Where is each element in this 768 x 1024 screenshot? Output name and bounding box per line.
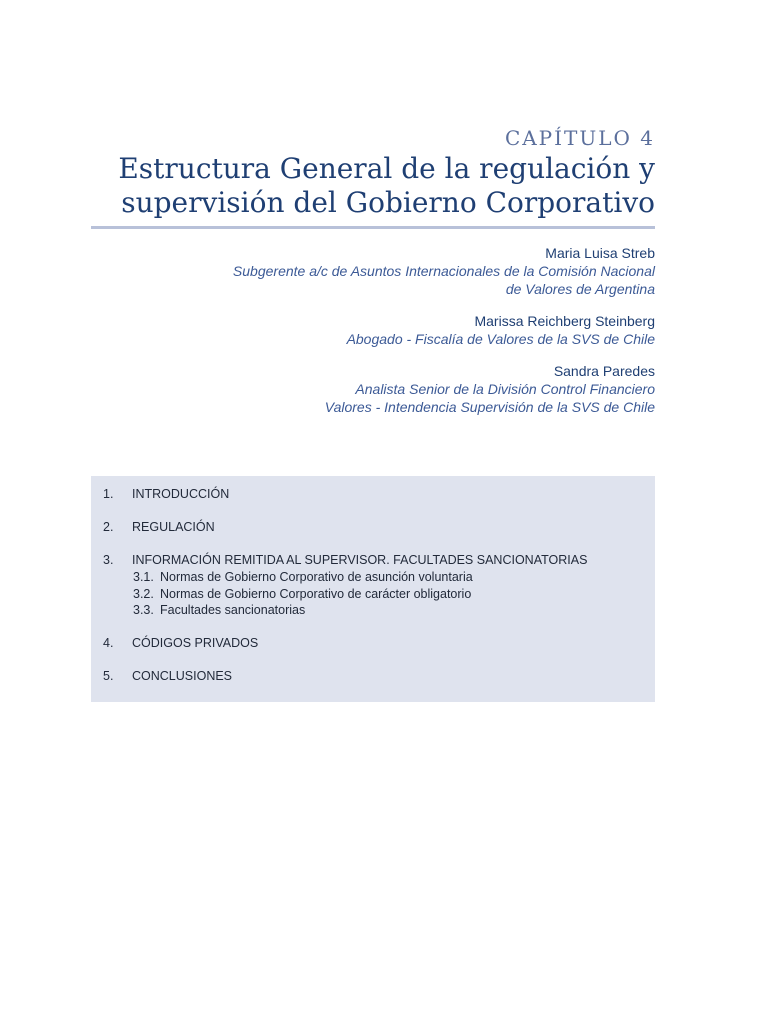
author-entry: [91, 312, 655, 348]
chapter-title-line-1: Estructura General de la regulación y: [118, 152, 655, 185]
toc-subitem[interactable]: [103, 602, 643, 619]
toc-item-label: INFORMACIÓN REMITIDA AL SUPERVISOR. FACULTADES SANCIONATORIAS: [132, 553, 588, 567]
toc-item[interactable]: [103, 635, 643, 652]
author-name: Marissa Reichberg Steinberg: [474, 313, 655, 329]
toc-subitem-number: 3.3.: [133, 603, 154, 617]
author-role: Abogado - Fiscalía de Valores de la SVS de Chile: [346, 331, 655, 347]
author-entry: [91, 244, 655, 298]
author-role: de Valores de Argentina: [505, 281, 655, 297]
toc-subitem-label: Normas de Gobierno Corporativo de asunción voluntaria: [160, 570, 473, 584]
chapter-title: [91, 152, 655, 220]
toc-item-number: 2.: [103, 520, 114, 534]
table-of-contents: [91, 476, 655, 702]
toc-subitem-label: Facultades sancionatorias: [160, 603, 306, 617]
author-role: Subgerente a/c de Asuntos Internacionales de la Comisión Nacional: [232, 263, 655, 279]
toc-item-label: INTRODUCCIÓN: [132, 487, 230, 501]
toc-item-number: 5.: [103, 668, 114, 683]
toc-subitem-number: 3.2.: [133, 586, 154, 601]
toc-item[interactable]: [103, 486, 643, 503]
toc-item[interactable]: [103, 552, 643, 569]
toc-item-label: REGULACIÓN: [132, 520, 215, 534]
toc-item-label: CONCLUSIONES: [132, 668, 233, 683]
title-divider: [91, 226, 655, 229]
author-name: Sandra Paredes: [553, 363, 655, 379]
toc-group: [103, 552, 643, 619]
author-entry: [91, 362, 655, 416]
toc-subitem[interactable]: [103, 586, 643, 603]
chapter-title-line-2: supervisión del Gobierno Corporativo: [121, 186, 655, 219]
toc-item-number: 4.: [103, 635, 114, 650]
chapter-label: CAPÍTULO 4: [504, 126, 655, 150]
toc-subitem-label: Normas de Gobierno Corporativo de carácter obligatorio: [160, 586, 472, 601]
toc-subitem-number: 3.1.: [133, 570, 154, 584]
toc-item-label: CÓDIGOS PRIVADOS: [132, 635, 259, 650]
author-role: Valores - Intendencia Supervisión de la SVS de Chile: [324, 399, 655, 415]
author-name: Maria Luisa Streb: [545, 245, 655, 261]
toc-subitem[interactable]: [103, 569, 643, 586]
author-role: Analista Senior de la División Control Financiero: [355, 381, 655, 397]
toc-item-number: 3.: [103, 553, 114, 567]
toc-item[interactable]: [103, 668, 643, 685]
toc-item[interactable]: [103, 519, 643, 536]
toc-item-number: 1.: [103, 487, 114, 501]
authors-block: [91, 244, 655, 430]
